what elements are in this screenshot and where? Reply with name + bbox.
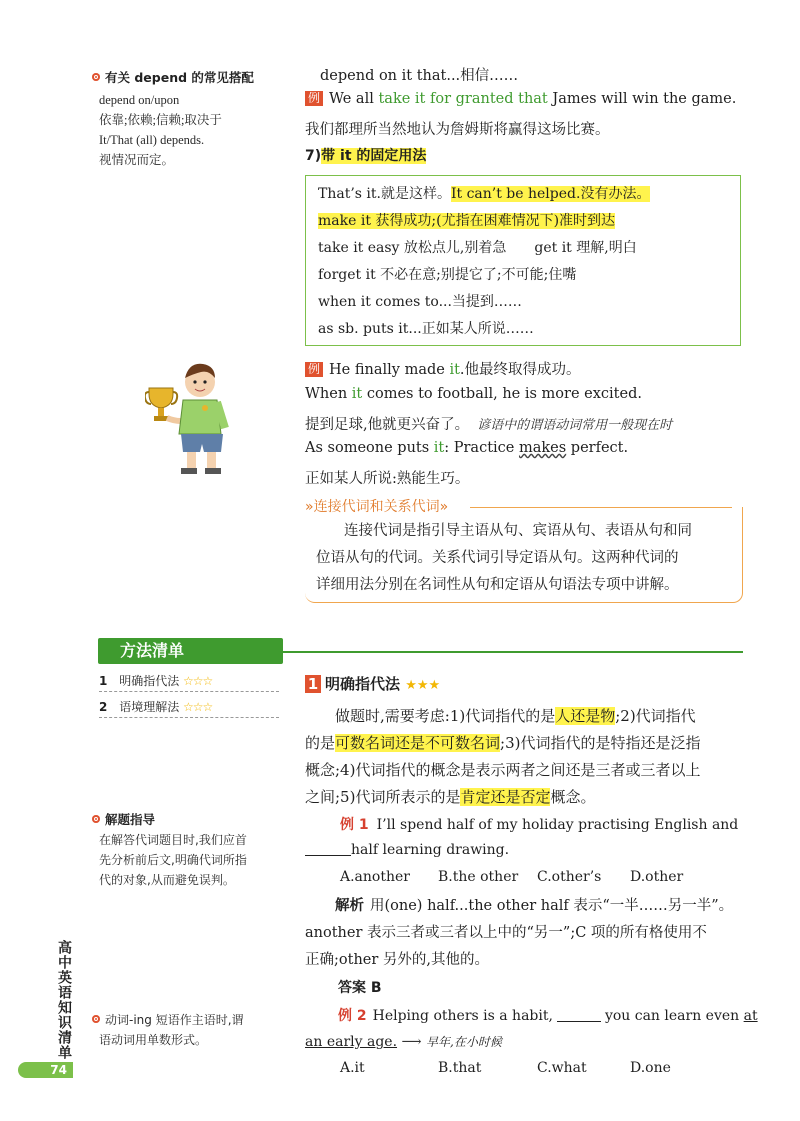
method-item-1: 1 明确指代法 ☆☆☆	[99, 674, 213, 688]
bullet-icon	[92, 73, 100, 81]
option-a: A.another	[340, 869, 410, 885]
section-7-heading: 7)带 it 的固定用法	[305, 148, 427, 164]
double-arrow-icon: »	[305, 499, 314, 515]
depend-note-title: 有关 depend 的常见搭配	[92, 68, 254, 86]
guide-title: 解题指导	[92, 810, 155, 828]
depend-note-body: depend on/upon 依靠;依赖;信赖;取决于 It/That (all) depends. 视情况而定。	[99, 93, 222, 167]
box-row-6: as sb. puts it...正如某人所说……	[318, 321, 534, 337]
divider	[99, 717, 279, 718]
depend-on-it-line: depend on it that...相信……	[320, 68, 519, 84]
box-row-1: That’s it.就是这样。It can’t be helped.没有办法。	[318, 186, 651, 202]
header-divider	[283, 651, 743, 653]
guide-body: 在解答代词题目时,我们应首 先分析前后文,明确代词所指 代的对象,从而避免误判。	[99, 833, 247, 887]
section-1-heading: 1 明确指代法 ★★★	[305, 673, 440, 694]
example-sentence-4: As someone puts it: Practice makes perfect.	[305, 440, 629, 456]
method-list-header-bar	[98, 638, 743, 666]
example-translation-3: 提到足球,他就更兴奋了。 谚语中的谓语动词常用一般现在时	[305, 417, 673, 433]
method-item-2: 2 语境理解法 ☆☆☆	[99, 700, 213, 714]
pronoun-note-title: »连接代词和关系代词»	[305, 499, 449, 515]
page-number: 74	[18, 1062, 73, 1078]
example-tag: 例	[305, 362, 323, 377]
note-top-line	[470, 507, 732, 508]
analysis-block: 解析 用(one) half...the other half 表示“一半……另一半”。 another 表示三者或三者以上中的“另一”;C 项的所有格使用不 正确;other 另外的,其他的。	[305, 898, 734, 968]
example-sentence-2: 例 He finally made it.他最终取得成功。	[305, 358, 581, 379]
option-c: C.other’s	[537, 869, 602, 885]
example-2-question: 例 2 Helping others is a habit, you can learn even at	[338, 1008, 758, 1024]
arrow-annotation-icon: ⟶	[401, 1034, 422, 1050]
box-row-4: forget it 不必在意;别提它了;不可能;住嘴	[318, 267, 577, 283]
method-list-title: 方法清单	[98, 638, 283, 664]
example-translation-1: 我们都理所当然地认为詹姆斯将赢得这场比赛。	[305, 122, 610, 138]
boy-with-trophy-illustration	[145, 360, 255, 480]
pronoun-note-body: 连接代词是指引导主语从句、宾语从句、表语从句和同 位语从句的代词。关系代词引导定语从句。这两种代词的 详细用法分别在名词性从句和定语从句语法专项中讲解。	[316, 523, 692, 593]
box-row-5: when it comes to...当提到……	[318, 294, 522, 310]
double-arrow-icon: »	[439, 499, 449, 515]
option-c: C.what	[537, 1060, 587, 1076]
answer-line: 答案 B	[338, 980, 382, 996]
rating-stars-icon: ☆☆☆	[183, 700, 213, 714]
bullet-icon	[92, 1015, 100, 1023]
answer-blank	[557, 1021, 601, 1022]
ing-note: 动词-ing 短语作主语时,谓 语动词用单数形式。	[92, 1010, 244, 1050]
option-d: D.one	[630, 1060, 671, 1076]
example-1-question: 例 1 I’ll spend half of my holiday practising English and	[340, 817, 739, 833]
option-b: B.that	[438, 1060, 482, 1076]
example-2-question-cont: an early age. ⟶ 早年,在小时候	[305, 1034, 502, 1050]
rating-stars-icon: ★★★	[405, 678, 441, 693]
answer-blank	[305, 855, 351, 856]
rating-stars-icon: ☆☆☆	[183, 674, 213, 688]
book-title-vertical: 高中英语知识清单	[56, 940, 72, 1060]
example-1-question-cont: half learning drawing.	[305, 842, 509, 858]
example-translation-4: 正如某人所说:熟能生巧。	[305, 471, 470, 487]
option-a: A.it	[340, 1060, 365, 1076]
example-sentence-1: 例 We all take it for granted that James will win the game.	[305, 91, 736, 107]
divider	[99, 691, 279, 692]
example-tag: 例	[305, 91, 323, 106]
bullet-icon	[92, 815, 100, 823]
example-sentence-3: When it comes to football, he is more excited.	[305, 386, 642, 402]
option-d: D.other	[630, 869, 684, 885]
option-b: B.the other	[438, 869, 519, 885]
box-row-2: make it 获得成功;(尤指在困难情况下)准时到达	[318, 213, 616, 229]
section-1-paragraph: 做题时,需要考虑:1)代词指代的是人还是物;2)代词指代 的是可数名词还是不可数名词;3)代词指代的是特指还是泛指 概念;4)代词指代的概念是表示两者之间还是三者或三者以上 之间;5)代词所表示的是肯定还是否定概念。	[305, 707, 701, 806]
box-row-3: take it easy 放松点儿,别着急 get it 理解,明白	[318, 240, 637, 256]
